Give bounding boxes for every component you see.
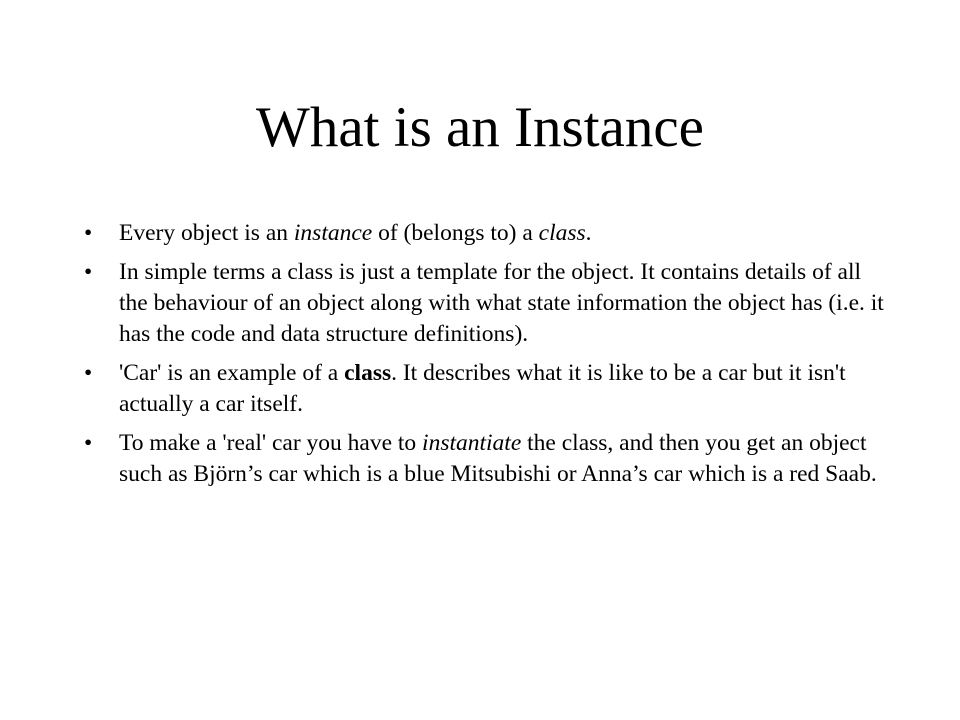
bullet-segment: To make a 'real' car you have to xyxy=(119,430,423,456)
bullet-dot-icon: • xyxy=(84,360,93,386)
bullet-text xyxy=(119,430,877,487)
bullet-item xyxy=(84,257,884,350)
bullet-dot-icon: • xyxy=(84,430,93,456)
bullet-text xyxy=(119,360,846,417)
bullet-segment-italic: instance xyxy=(293,220,373,246)
bullet-segment: . It describes what it is like to be a car but it isn't actually a car itself. xyxy=(119,360,846,417)
bullet-text xyxy=(119,220,592,246)
bullet-dot-icon: • xyxy=(84,220,93,246)
slide-title: What is an Instance xyxy=(256,96,704,159)
bullet-item xyxy=(84,218,884,249)
bullet-segment-italic: instantiate xyxy=(422,430,522,456)
bullet-segment-bold: class xyxy=(344,360,392,386)
bullet-dot-icon: • xyxy=(84,259,93,285)
bullet-text xyxy=(119,259,884,347)
bullet-segment: the class, and then you get an object such as Björn’s car which is a blue Mitsubishi or Anna’s car which is a red Saab. xyxy=(119,430,877,487)
bullet-segment: . xyxy=(585,220,592,246)
bullet-segment: In simple terms a class is just a template for the object. It contains details of all the behaviour of an object along with what state information the object has (i.e. it has the code and data structure definitions). xyxy=(119,259,884,347)
bullet-item xyxy=(84,358,884,420)
bullet-segment: Every object is an xyxy=(119,220,294,246)
bullet-segment: 'Car' is an example of a xyxy=(119,360,345,386)
bullet-item xyxy=(84,428,884,490)
bullet-segment: of (belongs to) a xyxy=(372,220,539,246)
bullet-segment-italic: class xyxy=(538,220,586,246)
bullet-list xyxy=(84,218,884,498)
